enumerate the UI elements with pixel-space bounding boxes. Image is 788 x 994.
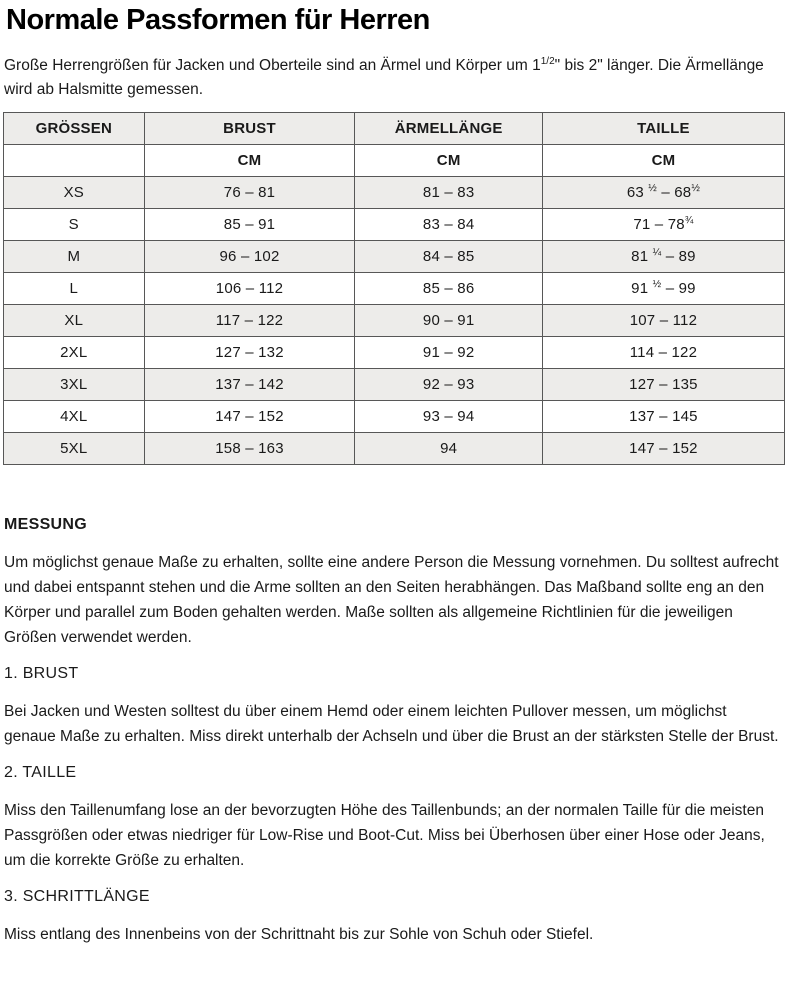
section-body: Miss entlang des Innenbeins von der Schrittnaht bis zur Sohle von Schuh oder Stiefel. [4,926,594,943]
size-row [4,369,785,401]
size-value: 83 – 84 [355,209,542,241]
size-value: 137 – 145 [542,401,784,433]
size-row [4,241,785,273]
intro-text [4,54,774,102]
section-brust [3,664,785,749]
size-row [4,209,785,241]
size-row [4,337,785,369]
column-header: ÄRMELLÄNGE [355,113,542,145]
size-value: 137 – 142 [144,369,355,401]
unit-row [4,145,785,177]
unit-cell [4,145,145,177]
intro-text-after: " bis 2" länger. Die Ärmellänge wird ab Halsmitte gemessen. [4,57,764,98]
section-schrittlaenge [3,887,785,947]
size-value: 147 – 152 [542,433,784,465]
section-body: Bei Jacken und Westen solltest du über einem Hemd oder einem leichten Pullover messen, um möglichst genaue Maße zu erhalten. Miss direkt unterhalb der Achseln und über die Brust an der stärksten Stelle der Brust. [4,703,779,745]
intro-fraction: 1/2 [540,55,555,67]
size-value: 90 – 91 [355,305,542,337]
size-value: 84 – 85 [355,241,542,273]
section-taille [3,763,785,873]
size-value: 127 – 132 [144,337,355,369]
size-label: XL [4,305,145,337]
section-messung [3,515,785,650]
size-value: 85 – 91 [144,209,355,241]
size-table [3,112,785,465]
size-value: 91 $^{\frac{1}{2}}$ – 99 [542,273,784,305]
size-value: $71 - 78^{\frac{3}{4}}$ [542,209,784,241]
section-heading: MESSUNG [4,516,87,533]
size-value: 63 $^{\frac{1}{2}} - 68^{\frac{1}{2}}$ [542,177,784,209]
size-value: 85 – 86 [355,273,542,305]
size-row [4,177,785,209]
size-value: 158 – 163 [144,433,355,465]
size-row [4,401,785,433]
page-title: Normale Passformen für Herren [6,4,430,36]
section-heading: 3. SCHRITTLÄNGE [4,888,150,905]
size-label: S [4,209,145,241]
section-body: Um möglichst genaue Maße zu erhalten, sollte eine andere Person die Messung vornehmen. Du solltest aufrecht und dabei entspannt stehen und die Arme sollten an den Seiten herabhängen. Das Maßband sollte eng an den Körper und parallel zum Boden gehalten werden. Maße sollten als allgemeine Richtlinien für die jeweiligen Größen verwendet werden. [4,554,779,646]
size-value: 91 – 92 [355,337,542,369]
intro-text-before: Große Herrengrößen für Jacken und Oberteile sind an Ärmel und Körper um 1 [4,57,541,74]
size-row [4,273,785,305]
size-value: 147 – 152 [144,401,355,433]
header-row [4,113,785,145]
size-value: 96 – 102 [144,241,355,273]
size-value: 93 – 94 [355,401,542,433]
size-label: 2XL [4,337,145,369]
size-label: M [4,241,145,273]
size-row [4,433,785,465]
size-label: 5XL [4,433,145,465]
size-value: 106 – 112 [144,273,355,305]
size-value: 92 – 93 [355,369,542,401]
size-label: 4XL [4,401,145,433]
size-label: 3XL [4,369,145,401]
size-value: 117 – 122 [144,305,355,337]
size-value: 81 – 83 [355,177,542,209]
size-guide-page [3,4,785,947]
unit-cell: CM [355,145,542,177]
size-value: 127 – 135 [542,369,784,401]
size-value: 114 – 122 [542,337,784,369]
size-value: 94 [355,433,542,465]
size-row [4,305,785,337]
size-value: 76 – 81 [144,177,355,209]
column-header: TAILLE [542,113,784,145]
column-header: BRUST [144,113,355,145]
size-label: XS [4,177,145,209]
unit-cell: CM [542,145,784,177]
size-value: 107 – 112 [542,305,784,337]
unit-cell: CM [144,145,355,177]
column-header: GRÖSSEN [4,113,145,145]
section-body: Miss den Taillenumfang lose an der bevorzugten Höhe des Taillenbunds; an der normalen Taille für die meisten Passgrößen oder etwas niedriger für Low-Rise und Boot-Cut. Miss bei Überhosen über einer Hose oder Jeans, um die korrekte Größe zu erhalten. [4,802,765,869]
size-label: L [4,273,145,305]
section-heading: 1. BRUST [4,665,79,682]
size-value: 81 $^{\frac{1}{4}}$ – 89 [542,241,784,273]
section-heading: 2. TAILLE [4,764,77,781]
